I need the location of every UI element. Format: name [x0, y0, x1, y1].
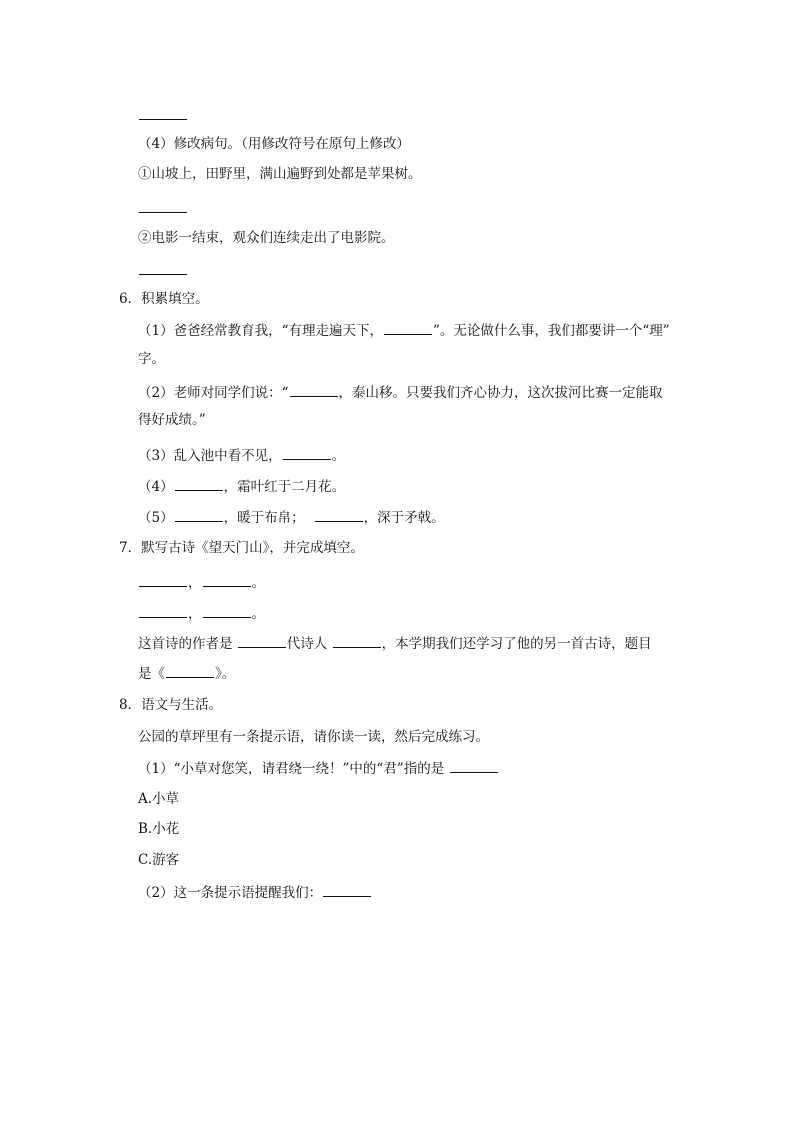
answer-blank[interactable] — [139, 274, 187, 275]
answer-blank[interactable] — [139, 604, 187, 618]
text: ，霜叶红于二月花。 — [223, 479, 346, 495]
q6-item-1 — [138, 321, 670, 340]
answer-blank[interactable] — [203, 573, 251, 587]
text: ， — [188, 606, 202, 622]
answer-blank[interactable] — [238, 634, 286, 648]
text: ， — [188, 575, 202, 591]
q8-option-b[interactable]: B.小花 — [138, 821, 180, 837]
answer-blank[interactable] — [139, 212, 187, 213]
q8-option-c[interactable]: C.游客 — [138, 852, 180, 868]
text: （1）爸爸经常教育我，“有理走遍天下， — [138, 323, 383, 339]
text: ”。无论做什么事，我们都要讲一个“理” — [433, 323, 670, 339]
text: （1）“小草对您笑，请君绕一绕！”中的“君”指的是 — [138, 761, 449, 777]
q7-line-2 — [138, 604, 265, 623]
q8-item-1 — [138, 759, 499, 778]
text: 。 — [251, 575, 265, 591]
text: （2）这一条提示语提醒我们： — [138, 885, 323, 901]
q5-4-title: （4）修改病句。（用修改符号在原句上修改） — [138, 136, 410, 152]
q6-item-3 — [138, 446, 345, 465]
q5-4-sentence-2: ②电影一结束，观众们连续走出了电影院。 — [138, 230, 395, 246]
text: 。 — [251, 606, 265, 622]
answer-blank[interactable] — [315, 508, 363, 522]
q6-item-5 — [138, 508, 445, 527]
text: ，深于矛戟。 — [363, 510, 445, 526]
text: 是《 — [138, 666, 165, 682]
text: ，暖于布帛； — [223, 510, 305, 526]
answer-blank[interactable] — [283, 446, 331, 460]
q8-item-2 — [138, 883, 372, 902]
answer-blank[interactable] — [166, 664, 214, 678]
answer-blank[interactable] — [450, 759, 498, 773]
q7-line-1 — [138, 573, 265, 592]
text: ，泰山移。只要我们齐心协力，这次拔河比赛一定能取 — [338, 385, 663, 401]
text: （3）乱入池中看不见， — [138, 448, 282, 464]
text: 》。 — [215, 666, 236, 682]
answer-blank[interactable] — [139, 119, 187, 120]
q6-title: 6．积累填空。 — [119, 291, 209, 307]
q5-4-sentence-1: ①山坡上，田野里，满山遍野到处都是苹果树。 — [138, 166, 422, 182]
q8-option-a[interactable]: A.小草 — [138, 791, 180, 807]
q6-item-4 — [138, 477, 345, 496]
text: 。 — [331, 448, 346, 464]
answer-blank[interactable] — [384, 321, 432, 335]
answer-blank[interactable] — [333, 634, 381, 648]
answer-blank[interactable] — [203, 604, 251, 618]
q8-title: 8．语文与生活。 — [119, 697, 223, 713]
text: （4） — [138, 479, 174, 495]
q6-item-2-cont: 得好成绩。” — [138, 412, 206, 428]
text: 这首诗的作者是 — [138, 636, 237, 652]
answer-blank[interactable] — [175, 477, 223, 491]
answer-blank[interactable] — [139, 573, 187, 587]
answer-blank[interactable] — [323, 883, 371, 897]
answer-blank[interactable] — [175, 508, 223, 522]
text: 代诗人 — [286, 636, 332, 652]
text: ，本学期我们还学习了他的另一首古诗，题目 — [381, 636, 652, 652]
q7-author-question-cont — [138, 664, 235, 683]
q6-item-2 — [138, 383, 663, 402]
q7-title: 7．默写古诗《望天门山》，并完成填空。 — [119, 540, 364, 556]
q7-author-question — [138, 634, 652, 653]
answer-blank[interactable] — [290, 383, 338, 397]
text: （2）老师对同学们说：“ — [138, 385, 289, 401]
text: （5） — [138, 510, 174, 526]
q6-item-1-cont: 字。 — [138, 351, 165, 367]
q8-intro: 公园的草坪里有一条提示语，请你读一读，然后完成练习。 — [138, 729, 489, 745]
